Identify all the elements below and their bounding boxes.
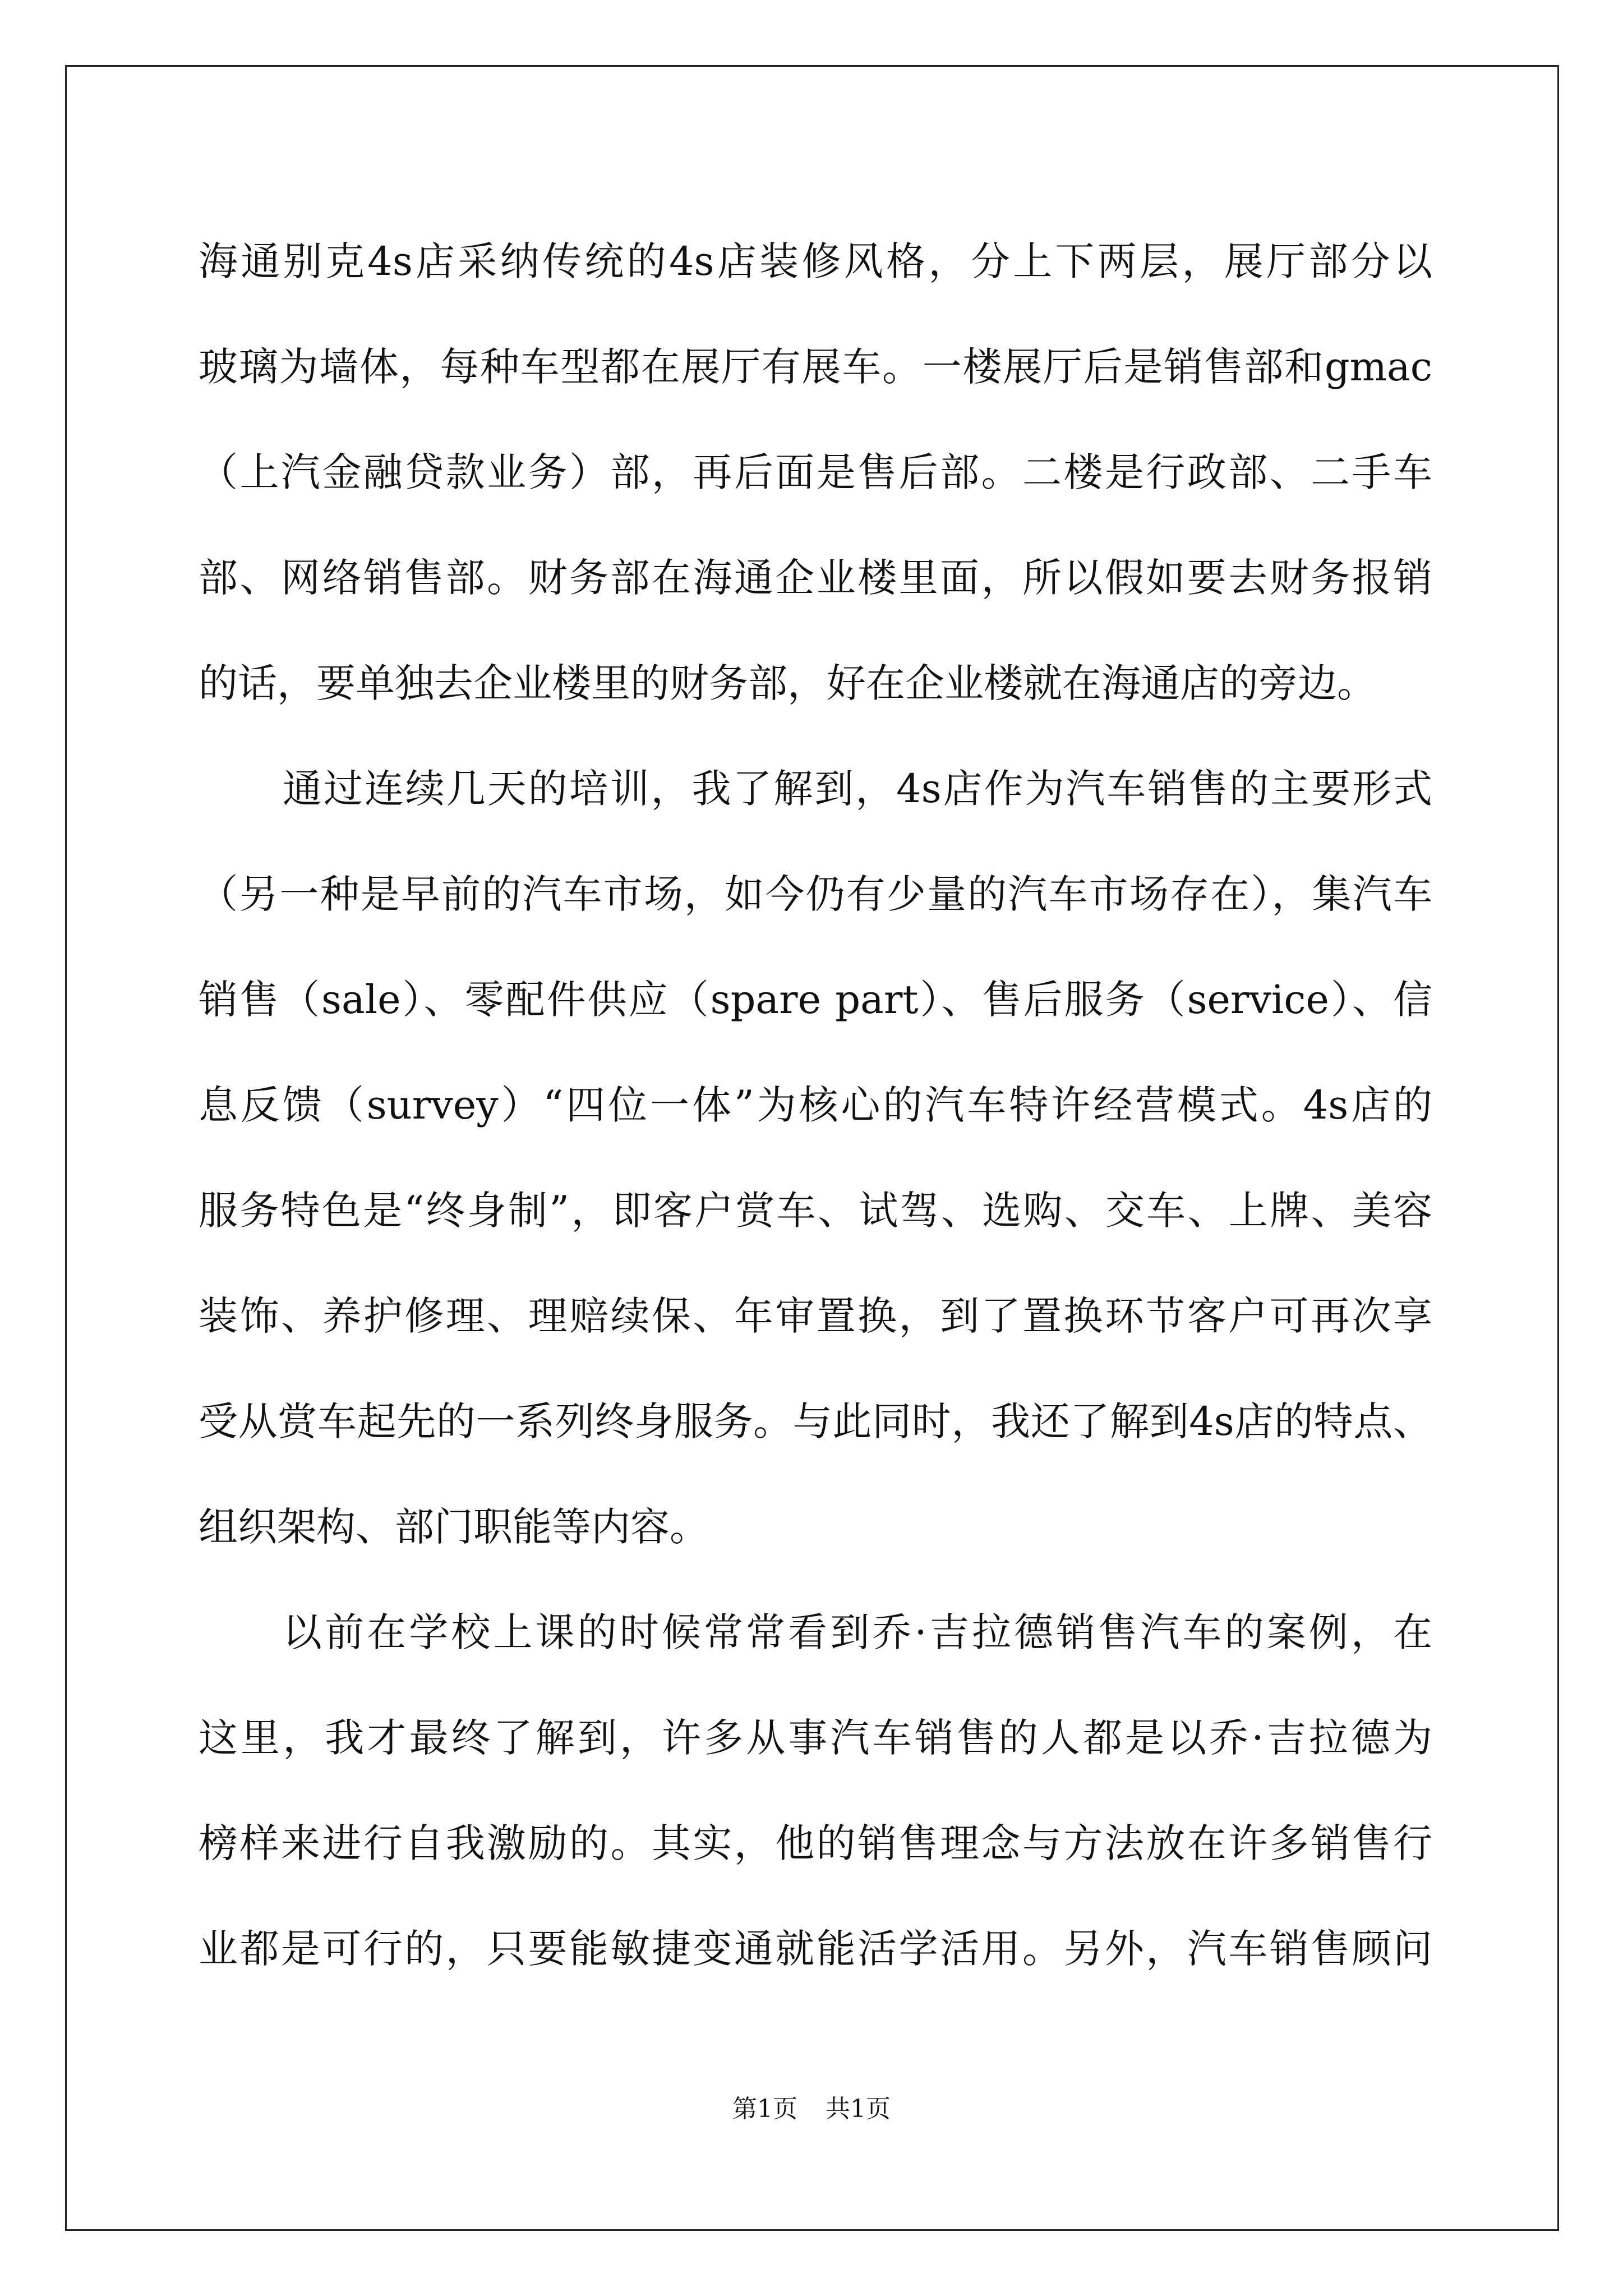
text-line: 装饰、养护修理、理赔续保、年审置换，到了置换环节客户可再次享 xyxy=(199,1293,1432,1339)
text-line: （另一种是早前的汽车市场，如今仍有少量的汽车市场存在），集汽车 xyxy=(199,871,1432,917)
text-line: （上汽金融贷款业务）部，再后面是售后部。二楼是行政部、二手车 xyxy=(199,449,1432,495)
text-line: 这里，我才最终了解到，许多从事汽车销售的人都是以乔·吉拉德为 xyxy=(199,1715,1432,1761)
text-line: 通过连续几天的培训，我了解到，4s店作为汽车销售的主要形式 xyxy=(283,766,1432,812)
text-line: 业都是可行的，只要能敏捷变通就能活学活用。另外，汽车销售顾问 xyxy=(199,1926,1432,1972)
text-line: 海通别克4s店采纳传统的4s店装修风格，分上下两层，展厅部分以 xyxy=(199,238,1432,284)
text-line: 以前在学校上课的时候常常看到乔·吉拉德销售汽车的案例，在 xyxy=(283,1609,1432,1655)
document-body xyxy=(199,209,1432,2001)
text-line: 销售（sale）、零配件供应（spare part）、售后服务（service）、信 xyxy=(199,977,1432,1023)
page-total: 共1页 xyxy=(826,2095,891,2123)
text-line: 息反馈（survey）“四位一体”为核心的汽车特许经营模式。4s店的 xyxy=(199,1082,1432,1128)
text-line: 服务特色是“终身制”，即客户赏车、试驾、选购、交车、上牌、美容 xyxy=(199,1188,1432,1234)
text-line: 的话，要单独去企业楼里的财务部，好在企业楼就在海通店的旁边。 xyxy=(199,660,1376,706)
text-line: 组织架构、部门职能等内容。 xyxy=(199,1504,709,1550)
paragraph-1 xyxy=(199,209,1432,736)
paragraph-2 xyxy=(199,736,1432,1580)
text-line: 部、网络销售部。财务部在海通企业楼里面，所以假如要去财务报销 xyxy=(199,555,1432,601)
text-line: 受从赏车起先的一系列终身服务。与此同时，我还了解到4s店的特点、 xyxy=(199,1398,1432,1444)
page-footer xyxy=(0,2092,1623,2126)
paragraph-3 xyxy=(199,1580,1432,2001)
page-number: 第1页 xyxy=(732,2095,797,2123)
text-line: 玻璃为墙体，每种车型都在展厅有展车。一楼展厅后是销售部和gmac xyxy=(199,344,1432,390)
text-line: 榜样来进行自我激励的。其实，他的销售理念与方法放在许多销售行 xyxy=(199,1820,1432,1866)
